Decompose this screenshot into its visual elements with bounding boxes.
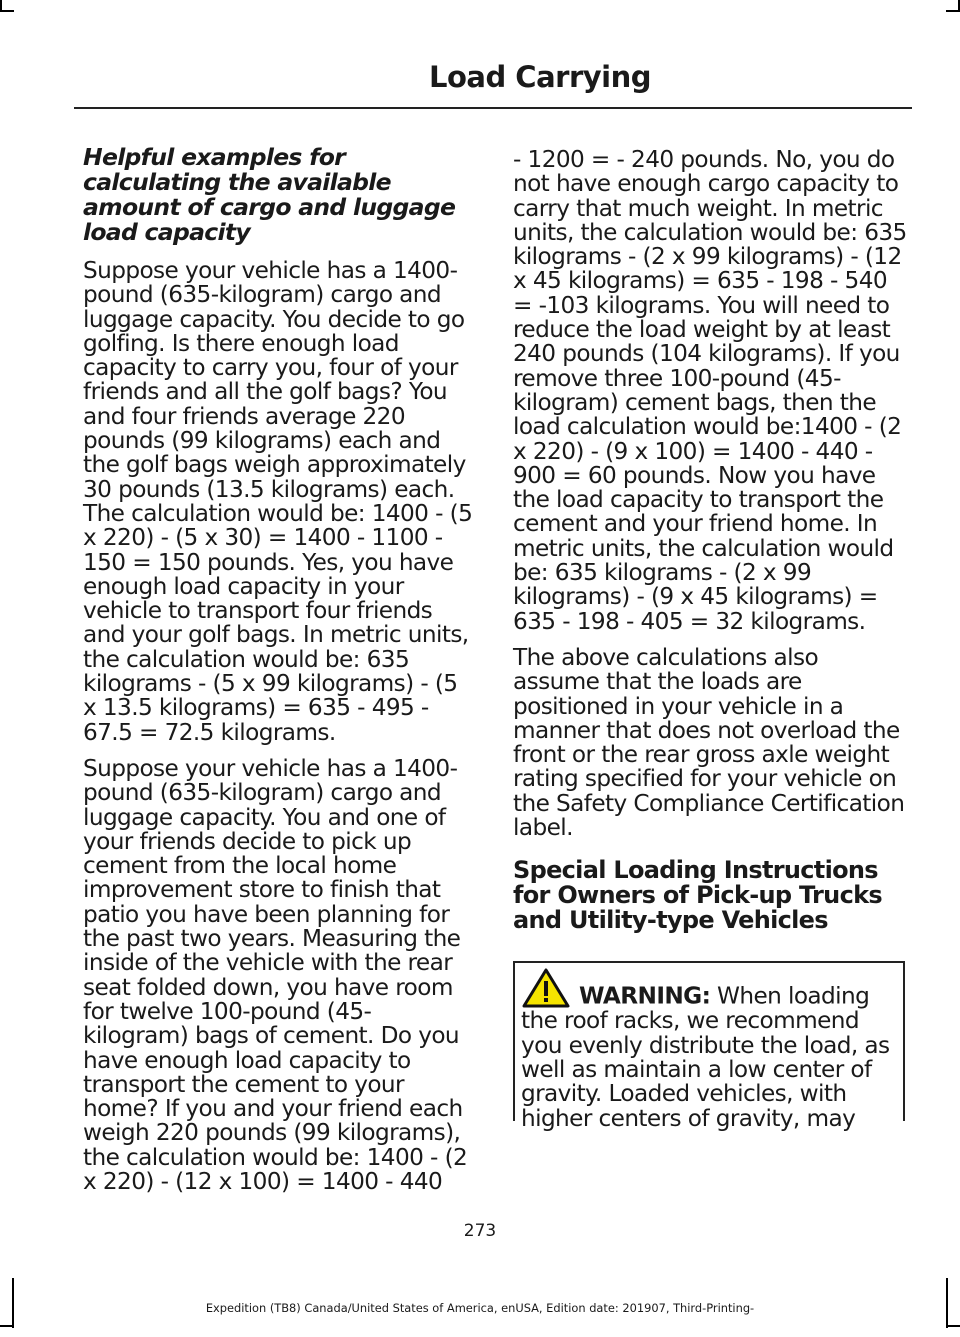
warning-text: When loading the roof racks, we recommend you evenly distribute the load, as well as maintain a low center of gravity. Loaded vehicles, with higher centers of gravity, may [521, 983, 890, 1132]
paragraph: The above calculations also assume that the loads are positioned in your vehicle in a manner that does not overload the front or the rear gross axle weight rating specified for your vehicle on the Safety Compliance Certification label. [513, 643, 905, 842]
paragraph: - 1200 = - 240 pounds. No, you do not have enough cargo capacity to carry that much weight. In metric units, the calculation would be: 635 kilograms - (2 x 99 kilograms) - (12 x 45 kilograms) = 635 - 198 - 540 = -103 kilograms. You will need to reduce the load weight by at least 240 pounds (104 kilograms). If you remove three 100-pound (45-kilogram) cement bags, then the load calculation would be:1400 - (2 x 220) - (9 x 100) = 1400 - 440 - 900 = 60 pounds. Now you have the load capacity to transport the cement and your friend home. In metric units, the calculation would be: 635 kilograms - (2 x 99 kilograms) - (9 x 45 kilograms) = 635 - 198 - 405 = 32 kilograms. [513, 146, 907, 635]
crop-mark [946, 10, 960, 12]
warning-box [513, 961, 905, 1132]
page-number: 273 [463, 1221, 497, 1241]
right-column [513, 146, 908, 1132]
warning-triangle-icon [521, 967, 571, 1009]
header-rule [74, 107, 912, 109]
warning-label: WARNING: [579, 983, 711, 1011]
section-heading: Special Loading Instructions for Owners of Pick-up Trucks and Utility-type Vehicles [513, 856, 882, 935]
page-header [0, 60, 960, 94]
left-column [83, 145, 475, 1206]
crop-mark [0, 0, 2, 10]
edition-line: Expedition (TB8) Canada/United States of America, enUSA, Edition date: 201907, Third-Printing- [205, 1301, 755, 1315]
page-title: Load Carrying [428, 60, 652, 94]
crop-mark [0, 10, 14, 12]
paragraph: Suppose your vehicle has a 1400-pound (635-kilogram) cargo and luggage capacity. You and one of your friends decide to pick up cement from the local home improvement store to finish that patio you have been planning for the past two years. Measuring the inside of the vehicle with the rear seat folded down, you have room for twelve 100-pound (45-kilogram) bags of cement. Do you have enough load capacity to transport the cement to your home? If you and your friend each weigh 220 pounds (99 kilograms), the calculation would be: 1400 - (2 x 220) - (12 x 100) = 1400 - 440 [83, 754, 468, 1195]
crop-mark [946, 1325, 960, 1327]
subheading: Helpful examples for calculating the available amount of cargo and luggage load capacity [83, 143, 456, 246]
crop-mark [0, 1325, 14, 1327]
paragraph: Suppose your vehicle has a 1400-pound (635-kilogram) cargo and luggage capacity. You decide to go golfing. Is there enough load capacity to carry you, four of your friends and all the golf bags? You and four friends average 220 pounds (99 kilograms) each and the golf bags weigh approximately 30 pounds (13.5 kilograms) each. The calculation would be: 1400 - (5 x 220) - (5 x 30) = 1400 - 1100 - 150 = 150 pounds. Yes, you have enough load capacity in your vehicle to transport four friends and your golf bags. In metric units, the calculation would be: 635 kilograms - (5 x 99 kilograms) - (5 x 13.5 kilograms) = 635 - 495 - 67.5 = 72.5 kilograms. [83, 257, 473, 746]
